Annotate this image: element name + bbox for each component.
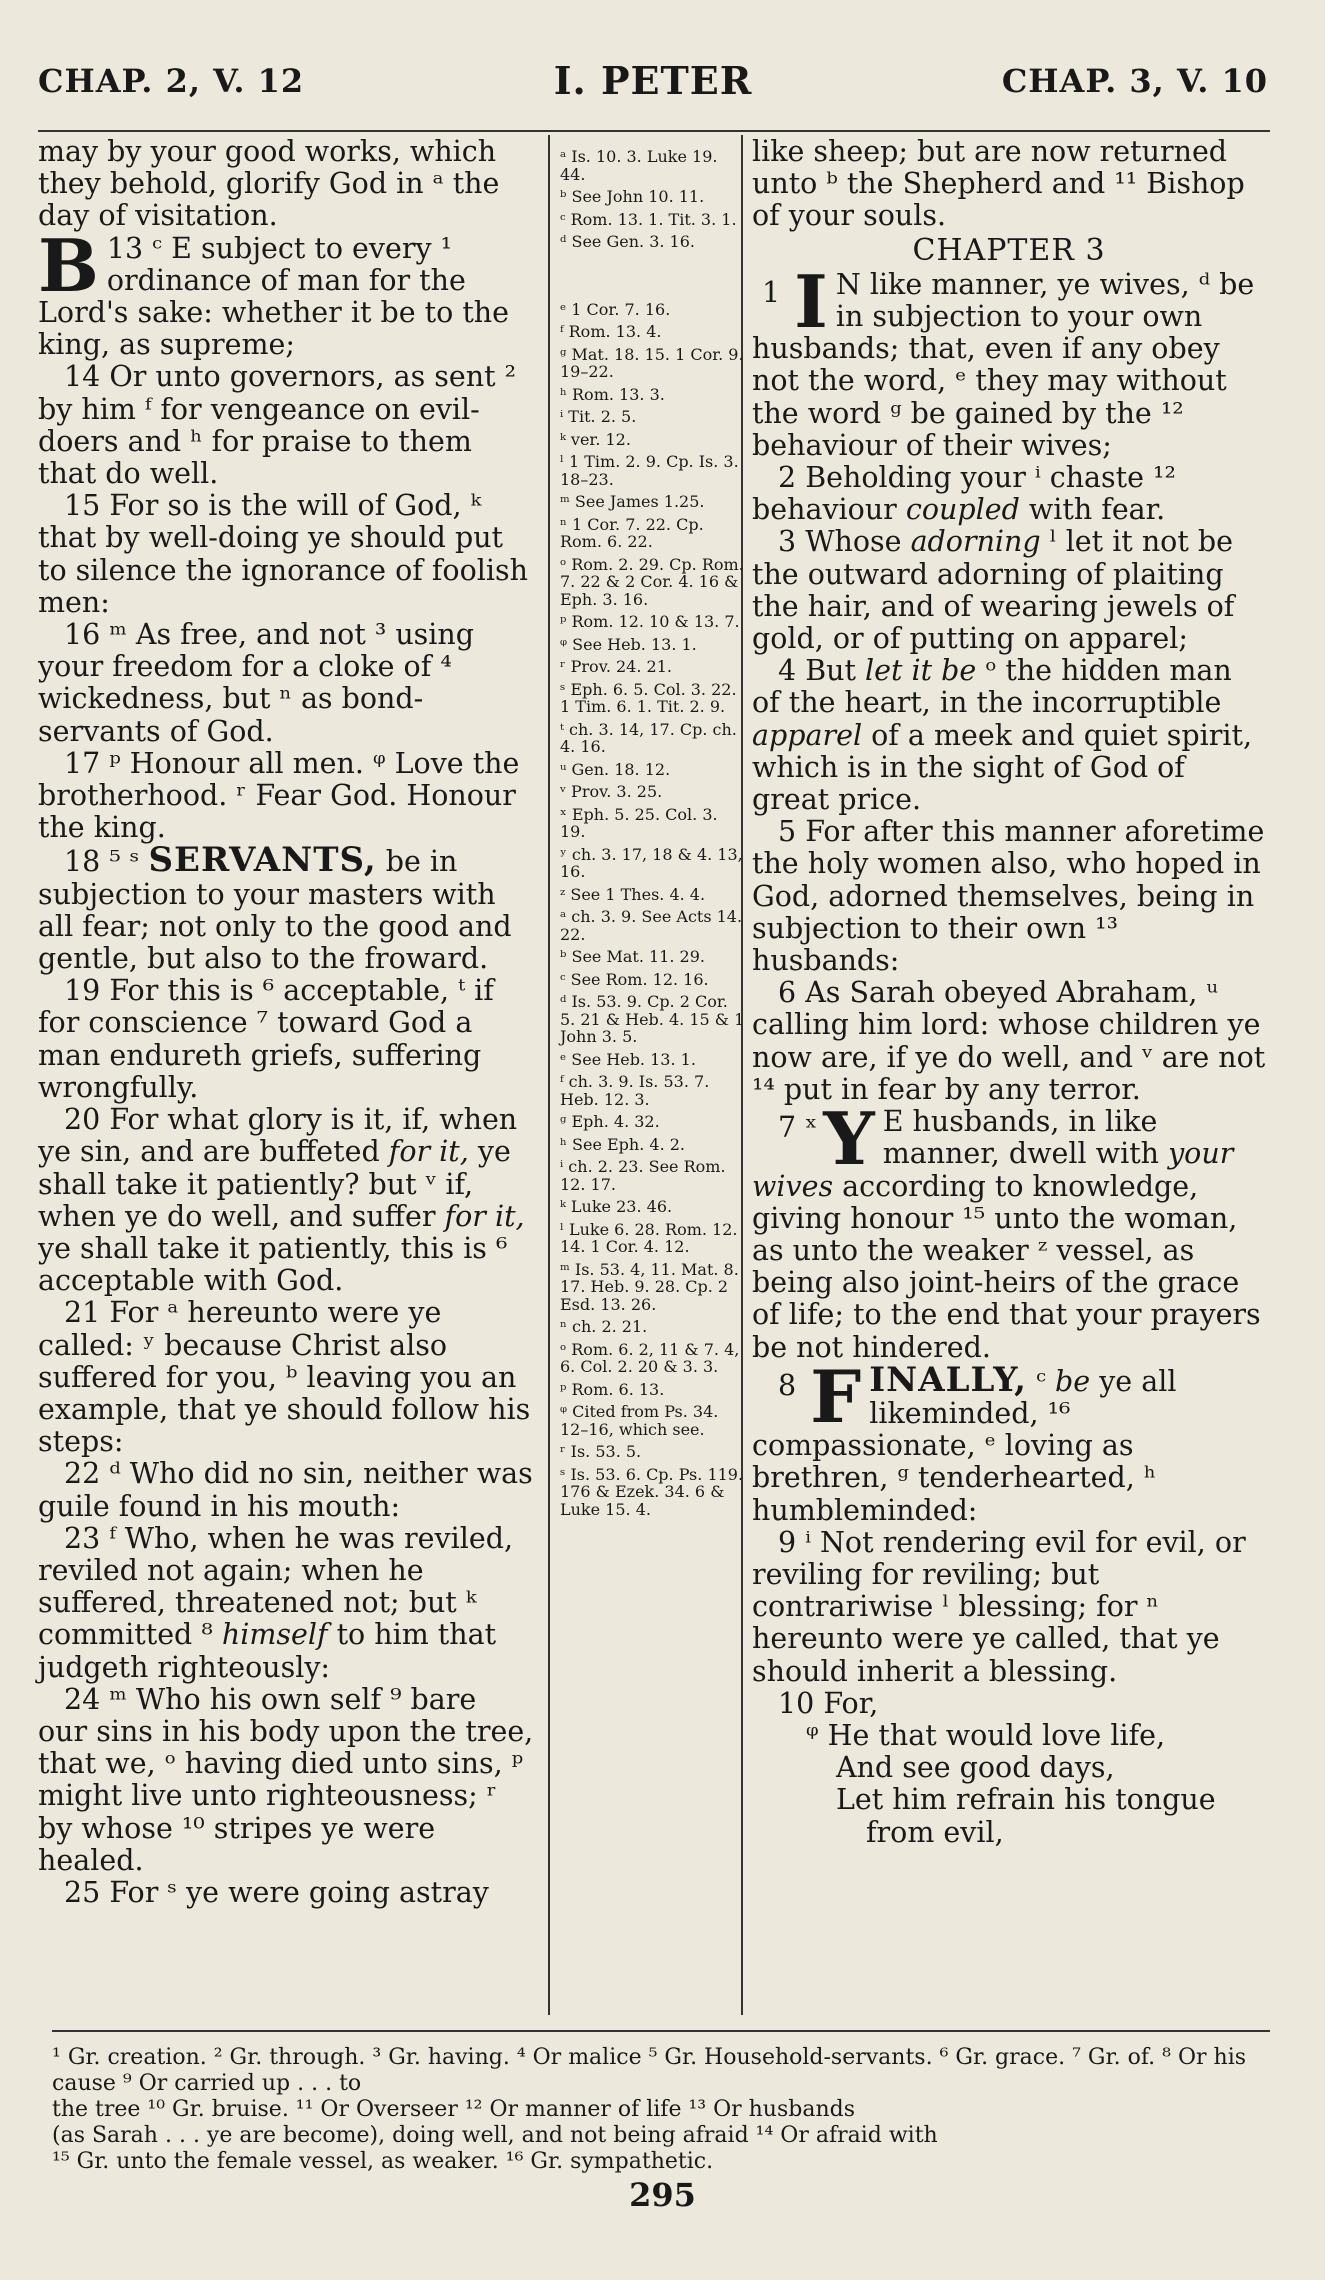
xref: ᵈ Is. 53. 9. Cp. 2 Cor. 5. 21 & Heb. 4. 15 & 1 John 3. 5. bbox=[560, 992, 745, 1046]
verse-4-a: 4 But bbox=[778, 654, 856, 688]
xref: ᶠ ch. 3. 9. Is. 53. 7. Heb. 12. 3. bbox=[560, 1072, 710, 1109]
verse-20-it-1: for it, bbox=[388, 1135, 469, 1169]
xref: ᶠ Rom. 13. 4. bbox=[560, 322, 662, 341]
header-right: CHAP. 3, V. 10 bbox=[1001, 62, 1268, 100]
xref: ᵍ Eph. 4. 32. bbox=[560, 1112, 660, 1131]
verse-2-a: 2 Beholding your ⁱ chaste ¹² behaviour bbox=[752, 461, 1176, 527]
xref: ʳ Prov. 24. 21. bbox=[560, 657, 672, 676]
verse-19: 19 For this is ⁶ acceptable, ᵗ if for conscience ⁷ toward God a man endureth griefs, suffering wrongfully. bbox=[38, 974, 494, 1104]
verse-14: 14 Or unto governors, as sent ² by him ᶠ for vengeance on evil-doers and ʰ for praise to them that do well. bbox=[38, 360, 517, 491]
chapter-3-verse-4 bbox=[752, 655, 1266, 816]
verse-3-b: ˡ let it not be the outward adorning of plaiting the hair, and of wearing jewels of gold, or of putting on apparel; bbox=[752, 525, 1235, 656]
xref: ᵠ See Heb. 13. 1. bbox=[560, 634, 697, 654]
xref: ᵠ Cited from Ps. 34. 12–16, which see. bbox=[560, 1402, 719, 1439]
verse-23-a: 23 ᶠ Who, when he was reviled, reviled not again; when he suffered, threatened not; but ᵏ committed ⁸ bbox=[38, 1521, 514, 1652]
page-number: 295 bbox=[629, 2176, 696, 2214]
drop-cap-f: F bbox=[810, 1353, 862, 1439]
verse-8-b: ye all likeminded, ¹⁶ compassionate, ᵉ loving as brethren, ᵍ tenderhearted, ʰ humbleminded: bbox=[752, 1364, 1177, 1527]
chapter-3-verse-7 bbox=[752, 1096, 1266, 1364]
verse-4-it-2: apparel bbox=[752, 718, 863, 752]
xref: ᵏ Luke 23. 46. bbox=[560, 1197, 673, 1216]
xref: ᵇ See John 10. 11. bbox=[560, 187, 705, 206]
footnote-line: the tree ¹⁰ Gr. bruise. ¹¹ Or Overseer ¹² Or manner of life ¹³ Or husbands bbox=[52, 2097, 855, 2122]
verse-3-a: 3 Whose bbox=[778, 525, 902, 559]
verse-7-b: according to knowledge, giving honour ¹⁵ unto the woman, as unto the weaker ᶻ vessel, as being also joint-heirs of the grace of life; to the end that your prayers be not hindered. bbox=[752, 1169, 1261, 1364]
poem-line: And see good days, bbox=[836, 1751, 1115, 1785]
xref: ᵗ ch. 3. 14, 17. Cp. ch. 4. 16. bbox=[560, 719, 737, 756]
chapter-3-verse-1 bbox=[752, 258, 1266, 462]
drop-cap-b: B bbox=[38, 222, 99, 308]
chapter-3-verse-10: 10 For, bbox=[778, 1686, 879, 1720]
verse-23 bbox=[38, 1523, 534, 1684]
xref: ᵒ Rom. 6. 2, 11 & 7. 4, 6. Col. 2. 20 & 3. 3. bbox=[560, 1339, 740, 1376]
verse-20-c: ye shall take it patiently, this is ⁶ acceptable with God. bbox=[38, 1231, 508, 1298]
chapter-heading: CHAPTER 3 bbox=[912, 232, 1106, 268]
xref: ᵃ ch. 3. 9. See Acts 14. 22. bbox=[560, 907, 743, 944]
xref: ʸ ch. 3. 17, 18 & 4. 13, 16. bbox=[560, 844, 743, 881]
xref: ᵐ See James 1.25. bbox=[560, 492, 705, 511]
header-rule bbox=[38, 130, 1270, 132]
verse-20-a: 20 For what glory is it, if, when ye sin, and are buffeted bbox=[38, 1103, 518, 1169]
footnote-line: ¹ Gr. creation. ² Gr. through. ³ Gr. having. ⁴ Or malice ⁵ Gr. Household-servants. ⁶ Gr. grace. ⁷ Gr. of. ⁸ Or his cause ⁹ Or carried up . . . to bbox=[52, 2045, 1247, 2096]
footnotes bbox=[52, 2045, 1277, 2175]
xref: ʰ Rom. 13. 3. bbox=[560, 384, 665, 404]
verse-20-b: ye shall take it patiently? but ᵛ if, when ye do well, and suffer bbox=[38, 1135, 511, 1233]
verse-8-num: 8 bbox=[778, 1368, 797, 1402]
verse-12-end: may by your good works, which they behold, glorify God in ᵃ the day of visitation. bbox=[38, 135, 500, 233]
xref: ᵃ Is. 10. 3. Luke 19. 44. bbox=[560, 147, 718, 184]
xref: ᵍ Mat. 18. 15. 1 Cor. 9. 19–22. bbox=[560, 344, 744, 381]
verse-7-a: E husbands, in like manner, dwell with bbox=[882, 1105, 1160, 1171]
xref: ᶜ Rom. 13. 1. Tit. 3. 1. bbox=[560, 209, 737, 229]
verse-4-b: ᵒ the hidden man of the heart, in the incorruptible bbox=[752, 654, 1232, 720]
xref: ˡ 1 Tim. 2. 9. Cp. Is. 3. 18–23. bbox=[560, 452, 739, 489]
chapter-3-verse-5: 5 For after this manner aforetime the holy women also, who hoped in God, adorned themselves, being in subjection to their own ¹³ husbands: bbox=[752, 815, 1265, 978]
verse-18-num: 18 ⁵ ˢ bbox=[64, 845, 140, 879]
drop-cap-i: I bbox=[794, 258, 828, 344]
verse-24: 24 ᵐ Who his own self ⁹ bare our sins in his body upon the tree, that we, ᵒ having died unto sins, ᵖ might live unto righteousness; ʳ by whose ¹⁰ stripes ye were healed. bbox=[38, 1682, 534, 1877]
xref: ᵇ See Mat. 11. 29. bbox=[560, 947, 705, 966]
verse-13-num: 13 ᶜ bbox=[106, 231, 163, 265]
footnote-rule bbox=[52, 2030, 1270, 2032]
verse-2-it: coupled bbox=[905, 493, 1020, 527]
verse-8-a: ᶜ bbox=[1036, 1364, 1046, 1398]
chapter-3-verse-8 bbox=[752, 1353, 1266, 1527]
poem-line: ᵠ He that would love life, bbox=[806, 1718, 1166, 1752]
footnote-line: ¹⁵ Gr. unto the female vessel, as weaker. ¹⁶ Gr. sympathetic. bbox=[52, 2149, 714, 2174]
verse-3-it: adorning bbox=[910, 525, 1041, 559]
xref: ᵖ Rom. 6. 13. bbox=[560, 1379, 665, 1399]
xref: ᵛ Prov. 3. 25. bbox=[560, 782, 663, 801]
xref: ᵒ Rom. 2. 29. Cp. Rom. 7. 22 & 2 Cor. 4. 16 & Eph. 3. 16. bbox=[560, 554, 744, 609]
verse-20 bbox=[38, 1104, 534, 1297]
xref: ᵉ 1 Cor. 7. 16. bbox=[560, 299, 671, 319]
drop-cap-y: Y bbox=[823, 1096, 875, 1182]
verse-18-text: be in subjection to your masters with all fear; not only to the good and gentle, but also to the froward. bbox=[38, 845, 512, 976]
xref: ᵘ Gen. 18. 12. bbox=[560, 759, 671, 779]
verse-15: 15 For so is the will of God, ᵏ that by well-doing ye should put to silence the ignorance of foolish men: bbox=[38, 489, 528, 619]
xref: ᵖ Rom. 12. 10 & 13. 7. bbox=[560, 612, 740, 631]
verse-23-it: himself bbox=[221, 1618, 328, 1652]
header-left: CHAP. 2, V. 12 bbox=[38, 62, 305, 100]
chapter-3-verse-2 bbox=[752, 462, 1266, 526]
verse-22: 22 ᵈ Who did no sin, neither was guile found in his mouth: bbox=[38, 1457, 533, 1523]
xref: ᵐ Is. 53. 4, 11. Mat. 8. 17. Heb. 9. 28. Cp. 2 Esd. 13. 26. bbox=[560, 1259, 739, 1314]
verse-1-num: 1 bbox=[762, 275, 781, 309]
verse-21: 21 For ᵃ hereunto were ye called: ʸ because Christ also suffered for you, ᵇ leaving you an example, that ye should follow his steps: bbox=[38, 1296, 531, 1459]
xref: ˡ Luke 6. 28. Rom. 12. 14. 1 Cor. 4. 12. bbox=[560, 1219, 738, 1256]
footnote-line: (as Sarah . . . ye are become), doing well, and not being afraid ¹⁴ Or afraid with bbox=[52, 2123, 938, 2148]
xref: ⁱ ch. 2. 23. See Rom. 12. 17. bbox=[560, 1157, 726, 1194]
left-column bbox=[38, 136, 534, 1909]
verse-1-text: N like manner, ye wives, ᵈ be in subjection to your own husbands; that, even if any obey not the word, ᵉ they may without the word ᵍ be gained by the ¹² behaviour of their wives; bbox=[752, 267, 1255, 462]
book-title: I. PETER bbox=[553, 58, 753, 103]
psalm-quote bbox=[752, 1720, 1266, 1849]
chapter-3-verse-9: 9 ⁱ Not rendering evil for evil, or reviling for reviling; but contrariwise ˡ blessing; for ⁿ hereunto were ye called, that ye should inherit a blessing. bbox=[752, 1525, 1246, 1688]
xref: ˢ Eph. 6. 5. Col. 3. 22. 1 Tim. 6. 1. Tit. 2. 9. bbox=[560, 679, 737, 716]
xref: ᵏ ver. 12. bbox=[560, 429, 631, 449]
verse-18-caps: SERVANTS, bbox=[148, 840, 377, 881]
verse-23-b: to him that judgeth righteously: bbox=[38, 1618, 497, 1684]
verse-25-end: like sheep; but are now returned unto ᵇ the Shepherd and ¹¹ Bishop of your souls. bbox=[752, 135, 1245, 233]
verse-16: 16 ᵐ As free, and not ³ using your freedom for a cloke of ⁴ wickedness, but ⁿ as bond-servants of God. bbox=[38, 618, 475, 748]
poem-line: Let him refrain his tongue bbox=[836, 1783, 1216, 1817]
xref: ʳ Is. 53. 5. bbox=[560, 1442, 642, 1461]
verse-7-num: 7 ˣ bbox=[778, 1111, 818, 1145]
chapter-3-verse-3 bbox=[752, 526, 1266, 655]
verse-4-c: of a meek and quiet spirit, which is in the sight of God of great price. bbox=[752, 718, 1253, 817]
verse-20-it-2: for it, bbox=[444, 1199, 525, 1233]
poem-line: from evil, bbox=[866, 1815, 1004, 1849]
xref: ⁱ Tit. 2. 5. bbox=[560, 407, 637, 426]
right-column bbox=[752, 136, 1266, 1849]
verse-4-it-1: let it be bbox=[865, 654, 977, 688]
verse-25-start: 25 For ˢ ye were going astray bbox=[64, 1875, 489, 1909]
xref: ⁿ 1 Cor. 7. 22. Cp. Rom. 6. 22. bbox=[560, 514, 704, 551]
xref: ᶜ See Rom. 12. 16. bbox=[560, 969, 709, 989]
verse-7-it: your wives bbox=[752, 1137, 1234, 1203]
cross-references bbox=[560, 148, 746, 1523]
xref: ˣ Eph. 5. 25. Col. 3. 19. bbox=[560, 804, 718, 841]
column-rule-left bbox=[548, 135, 550, 2015]
verse-18 bbox=[38, 840, 534, 976]
xref: ⁿ ch. 2. 21. bbox=[560, 1317, 648, 1336]
verse-17: 17 ᵖ Honour all men. ᵠ Love the brotherhood. ʳ Fear God. Honour the king. bbox=[38, 746, 520, 845]
running-header bbox=[38, 58, 1268, 114]
verse-2-b: with fear. bbox=[1028, 493, 1166, 527]
verse-13 bbox=[38, 222, 534, 362]
chapter-3-verse-6: 6 As Sarah obeyed Abraham, ᵘ calling him lord: whose children ye now are, if ye do well, and ᵛ are not ¹⁴ put in fear by any terror. bbox=[752, 976, 1266, 1106]
verse-13-text: E subject to every ¹ ordinance of man for the Lord's sake: whether it be to the king, as supreme; bbox=[38, 231, 510, 362]
xref: ᵈ See Gen. 3. 16. bbox=[560, 232, 695, 251]
xref: ʰ See Eph. 4. 2. bbox=[560, 1134, 686, 1154]
xref: ᶻ See 1 Thes. 4. 4. bbox=[560, 884, 706, 904]
verse-8-caps: INALLY, bbox=[869, 1359, 1027, 1400]
verse-8-it: be bbox=[1055, 1364, 1091, 1398]
xref: ˢ Is. 53. 6. Cp. Ps. 119. 176 & Ezek. 34. 6 & Luke 15. 4. bbox=[560, 1464, 744, 1519]
xref: ᵉ See Heb. 13. 1. bbox=[560, 1049, 696, 1069]
